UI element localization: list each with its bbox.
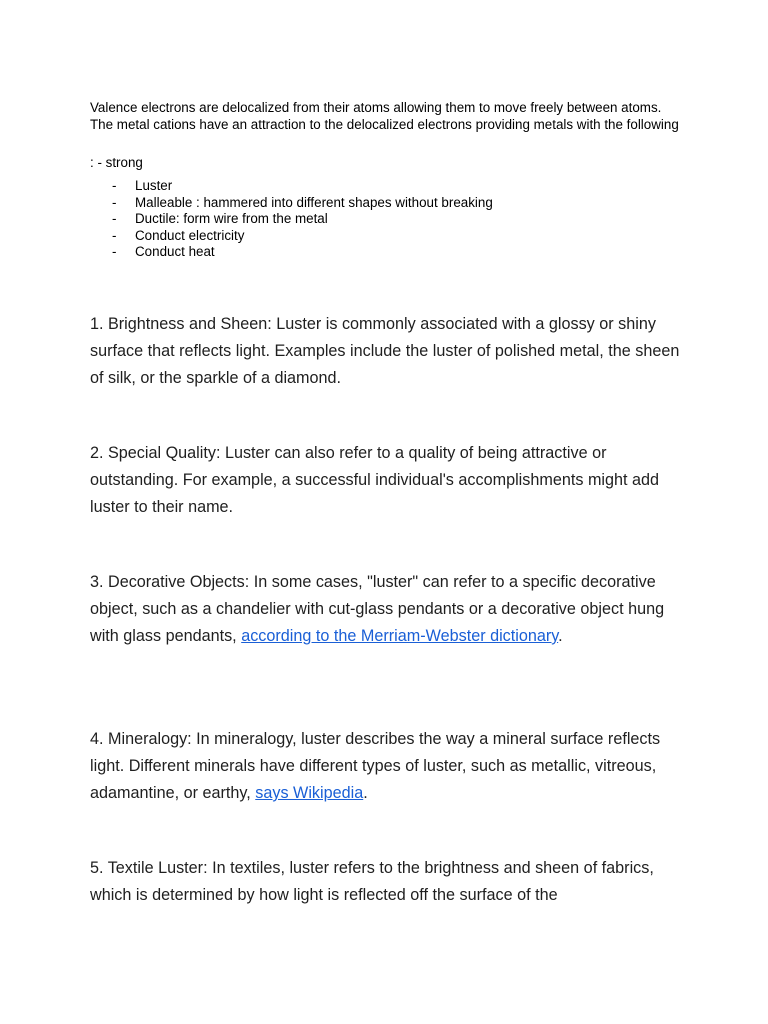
list-item-text: Ductile: form wire from the metal: [135, 211, 328, 227]
bullet-dash: -: [112, 244, 117, 260]
paragraph-brightness-sheen: 1. Brightness and Sheen: Luster is commonly associated with a glossy or shiny surface that reflects light. Examples include the luster of polished metal, the sheen of silk, or the sparkle of a diamond.: [90, 315, 680, 387]
list-item-text: Conduct heat: [135, 244, 215, 260]
paragraph-text: .: [363, 784, 368, 802]
paragraph-mineralogy: [90, 726, 680, 807]
paragraph-special-quality: 2. Special Quality: Luster can also refer to a quality of being attractive or outstanding. For example, a successful individual's accomplishments might add luster to their name.: [90, 444, 660, 516]
list-item: [112, 244, 493, 261]
list-item: [112, 195, 493, 212]
list-item: [112, 211, 493, 228]
paragraph-text: .: [558, 627, 563, 645]
bullet-dash: -: [112, 227, 117, 243]
paragraph-decorative-objects: [90, 569, 680, 650]
paragraph-text: 3. Decorative Objects: In some cases, "luster" can refer to a specific decorative object, such as a chandelier with cut-glass pendants or a decorative object hung with glass pendants,: [90, 573, 665, 645]
list-item-text: Conduct electricity: [135, 227, 245, 243]
list-item-text: Luster: [135, 178, 173, 193]
bullet-dash: -: [112, 178, 117, 193]
paragraph-textile-luster: 5. Textile Luster: In textiles, luster refers to the brightness and sheen of fabrics, which is determined by how light is reflected off the surface of the: [90, 859, 654, 904]
merriam-webster-link[interactable]: according to the Merriam-Webster dictionary: [241, 627, 559, 645]
bullet-dash: -: [112, 194, 117, 210]
wikipedia-link[interactable]: says Wikipedia: [255, 784, 364, 802]
paragraph-text: 4. Mineralogy: In mineralogy, luster describes the way a mineral surface reflects light. Different minerals have different types of luster, such as metallic, vitreous, adamantine, or earthy,: [90, 730, 661, 802]
strong-line: : - strong: [90, 155, 143, 170]
bullet-dash: -: [112, 211, 117, 227]
intro-paragraph: Valence electrons are delocalized from their atoms allowing them to move freely between atoms. The metal cations have an attraction to the delocalized electrons providing metals with the following: [90, 100, 679, 132]
list-item-text: Malleable : hammered into different shapes without breaking: [135, 194, 493, 210]
metal-properties-list: [112, 178, 493, 261]
list-item: [112, 228, 493, 245]
list-item: [112, 178, 493, 195]
